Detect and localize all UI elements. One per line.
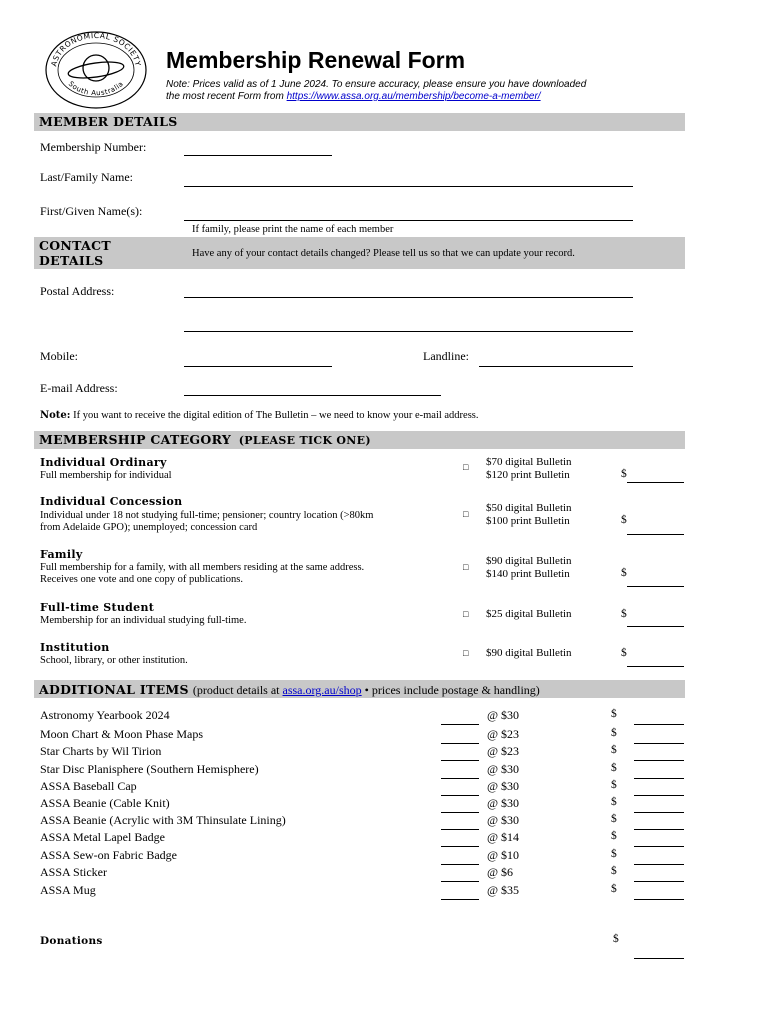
item-amount-field[interactable]: [634, 881, 684, 882]
item-name: ASSA Sew-on Fabric Badge: [40, 848, 177, 862]
checkbox-full-time-student[interactable]: □: [463, 609, 469, 619]
item-name: ASSA Metal Lapel Badge: [40, 830, 165, 844]
category-desc: Individual under 18 not studying full-time; pensioner; country location (>80km: [40, 510, 374, 521]
membership-category-bar: [34, 431, 685, 449]
amount-institution[interactable]: [627, 666, 684, 667]
item-amount-field[interactable]: [634, 778, 684, 779]
header-note-line1: Note: Prices valid as of 1 June 2024. To ensure accuracy, please ensure you have downloaded: [166, 79, 587, 90]
checkbox-individual-concession[interactable]: □: [463, 509, 469, 519]
landline-field[interactable]: [479, 366, 633, 367]
item-price: @ $30: [487, 708, 520, 722]
category-title: Individual Concession: [40, 495, 183, 508]
item-price: @ $30: [487, 762, 520, 776]
header-note: [166, 79, 586, 103]
svg-text:ASTRONOMICAL SOCIETY: ASTRONOMICAL SOCIETY: [49, 30, 143, 68]
amount-family[interactable]: [627, 586, 684, 587]
item-quantity-field[interactable]: [441, 778, 479, 779]
category-title: Institution: [40, 641, 110, 654]
item-amount-field[interactable]: [634, 743, 684, 744]
membership-number-label: Membership Number:: [40, 140, 147, 154]
item-amount-field[interactable]: [634, 760, 684, 761]
category-price: [486, 502, 572, 528]
contact-details-title: [39, 238, 111, 268]
category-desc: Membership for an individual studying full-time.: [40, 615, 247, 626]
amount-individual-ordinary[interactable]: [627, 482, 684, 483]
membership-category-subtitle: (PLEASE TICK ONE): [238, 434, 371, 447]
item-price: @ $6: [487, 865, 514, 879]
additional-items-bar: [34, 680, 685, 698]
item-price: @ $14: [487, 830, 520, 844]
note-bold: Note:: [40, 410, 71, 421]
category-title: Full-time Student: [40, 601, 155, 614]
first-name-label: First/Given Name(s):: [40, 204, 143, 218]
member-details-bar: [34, 113, 685, 131]
amount-individual-concession[interactable]: [627, 534, 684, 535]
additional-items-title: [39, 681, 540, 699]
item-currency: $: [611, 865, 617, 877]
item-amount-field[interactable]: [634, 864, 684, 865]
category-desc: School, library, or other institution.: [40, 655, 188, 666]
svg-text:South Australia: South Australia: [66, 79, 126, 98]
item-quantity-field[interactable]: [441, 881, 479, 882]
item-name: Moon Chart & Moon Phase Maps: [40, 727, 203, 741]
page-title: Membership Renewal Form: [166, 47, 466, 73]
subtitle-prefix: (product details at: [192, 683, 283, 697]
item-quantity-field[interactable]: [441, 846, 479, 847]
become-member-link[interactable]: https://www.assa.org.au/membership/become-a-member/: [286, 91, 541, 102]
membership-category-title: [39, 432, 371, 447]
item-amount-field[interactable]: [634, 795, 684, 796]
category-desc: Full membership for individual: [40, 470, 172, 481]
category-price: [486, 608, 572, 621]
currency-sign: $: [621, 468, 627, 480]
note-text: If you want to receive the digital edition of The Bulletin – we need to know your e-mail address.: [70, 410, 479, 421]
item-amount-field[interactable]: [634, 812, 684, 813]
last-name-field[interactable]: [184, 186, 633, 187]
mobile-field[interactable]: [184, 366, 332, 367]
price-print: $120 print Bulletin: [486, 469, 570, 481]
item-price: @ $35: [487, 883, 520, 897]
category-title: Individual Ordinary: [40, 456, 167, 469]
postal-address-field-2[interactable]: [184, 331, 633, 332]
item-price: @ $30: [487, 813, 520, 827]
item-currency: $: [611, 848, 617, 860]
society-logo: [44, 30, 148, 110]
item-quantity-field[interactable]: [441, 812, 479, 813]
item-amount-field[interactable]: [634, 846, 684, 847]
first-name-field[interactable]: [184, 220, 633, 221]
price-digital: $25 digital Bulletin: [486, 608, 572, 620]
category-price: [486, 456, 572, 482]
item-quantity-field[interactable]: [441, 743, 479, 744]
price-print: $100 print Bulletin: [486, 515, 570, 527]
item-currency: $: [611, 762, 617, 774]
email-field[interactable]: [184, 395, 441, 396]
checkbox-family[interactable]: □: [463, 562, 469, 572]
mobile-label: Mobile:: [40, 349, 78, 363]
price-digital: $90 digital Bulletin: [486, 647, 572, 659]
donations-amount-field[interactable]: [634, 958, 684, 959]
postal-address-label: Postal Address:: [40, 284, 115, 298]
item-amount-field[interactable]: [634, 829, 684, 830]
contact-title-line2: DETAILS: [39, 253, 104, 268]
amount-full-time-student[interactable]: [627, 626, 684, 627]
price-digital: $70 digital Bulletin: [486, 456, 572, 468]
membership-category-heading: MEMBERSHIP CATEGORY: [39, 432, 232, 447]
item-name: ASSA Beanie (Acrylic with 3M Thinsulate Lining): [40, 813, 286, 827]
membership-number-field[interactable]: [184, 155, 332, 156]
member-details-title: MEMBER DETAILS: [39, 114, 178, 129]
item-currency: $: [611, 813, 617, 825]
contact-details-note: Have any of your contact details changed? Please tell us so that we can update your record.: [192, 248, 575, 259]
category-desc-2: Receives one vote and one copy of publications.: [40, 574, 243, 585]
price-digital: $50 digital Bulletin: [486, 502, 572, 514]
checkbox-individual-ordinary[interactable]: □: [463, 462, 469, 472]
header-note-prefix: the most recent Form from: [166, 91, 287, 102]
contact-title-line1: CONTACT: [39, 238, 111, 253]
shop-link[interactable]: assa.org.au/shop: [282, 683, 362, 697]
item-currency: $: [611, 727, 617, 739]
item-quantity-field[interactable]: [441, 899, 479, 900]
item-currency: $: [611, 830, 617, 842]
item-amount-field[interactable]: [634, 724, 684, 725]
item-name: ASSA Beanie (Cable Knit): [40, 796, 170, 810]
currency-sign: $: [621, 608, 627, 620]
last-name-label: Last/Family Name:: [40, 170, 133, 184]
postal-address-field-1[interactable]: [184, 297, 633, 298]
price-print: $140 print Bulletin: [486, 568, 570, 580]
header-note-line2: [166, 91, 586, 103]
item-price: @ $23: [487, 727, 520, 741]
checkbox-institution[interactable]: □: [463, 648, 469, 658]
item-currency: $: [611, 744, 617, 756]
contact-details-bar: [34, 237, 685, 269]
item-price: @ $30: [487, 796, 520, 810]
category-price: [486, 555, 572, 581]
saturn-logo-icon: [44, 30, 148, 110]
item-amount-field[interactable]: [634, 899, 684, 900]
category-price: [486, 647, 572, 660]
item-quantity-field[interactable]: [441, 795, 479, 796]
item-name: Star Disc Planisphere (Southern Hemisphere): [40, 762, 259, 776]
landline-label: Landline:: [423, 349, 469, 363]
subtitle-suffix: • prices include postage & handling): [361, 683, 540, 697]
item-name: ASSA Sticker: [40, 865, 108, 879]
item-quantity-field[interactable]: [441, 760, 479, 761]
item-quantity-field[interactable]: [441, 829, 479, 830]
category-desc-2: from Adelaide GPO); unemployed; concession card: [40, 522, 258, 533]
bulletin-email-note: [40, 410, 479, 421]
item-price: @ $10: [487, 848, 520, 862]
donations-label: Donations: [40, 935, 103, 947]
price-digital: $90 digital Bulletin: [486, 555, 572, 567]
item-quantity-field[interactable]: [441, 724, 479, 725]
email-label: E-mail Address:: [40, 381, 118, 395]
family-hint: If family, please print the name of each member: [192, 224, 394, 235]
currency-sign: $: [621, 514, 627, 526]
category-desc: Full membership for a family, with all members residing at the same address.: [40, 562, 365, 573]
item-price: @ $30: [487, 779, 520, 793]
currency-sign: $: [621, 567, 627, 579]
item-currency: $: [611, 883, 617, 895]
additional-items-heading: ADDITIONAL ITEMS: [39, 682, 189, 697]
item-currency: $: [611, 796, 617, 808]
currency-sign: $: [621, 647, 627, 659]
item-name: Astronomy Yearbook 2024: [40, 708, 170, 722]
item-price: @ $23: [487, 744, 520, 758]
donations-currency: $: [613, 933, 619, 945]
category-title: Family: [40, 548, 83, 561]
additional-items-subtitle: [193, 683, 540, 697]
item-currency: $: [611, 779, 617, 791]
item-name: ASSA Baseball Cap: [40, 779, 137, 793]
item-currency: $: [611, 708, 617, 720]
item-name: Star Charts by Wil Tirion: [40, 744, 162, 758]
item-quantity-field[interactable]: [441, 864, 479, 865]
item-name: ASSA Mug: [40, 883, 96, 897]
